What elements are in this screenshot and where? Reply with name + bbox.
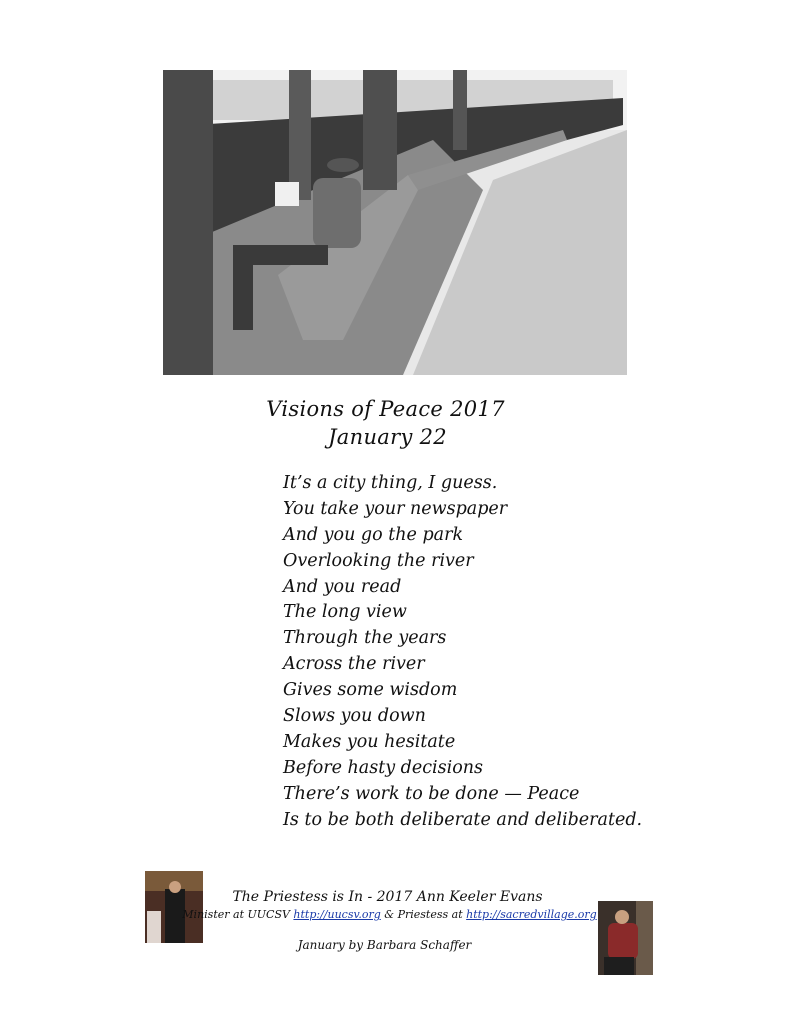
poem-line: Before hasty decisions bbox=[283, 757, 484, 778]
poem-line: Is to be both deliberate and deliberated. bbox=[283, 809, 643, 830]
page-date: January 22 bbox=[328, 425, 447, 449]
priestess-label: & Priestess at bbox=[380, 908, 467, 921]
poem-line: And you read bbox=[283, 576, 402, 597]
poem-line: There’s work to be done — Peace bbox=[283, 783, 580, 804]
photo-credit: January by Barbara Schaffer bbox=[297, 938, 472, 952]
poem-line: The long view bbox=[283, 602, 407, 623]
park-bench-photo bbox=[163, 70, 627, 375]
poem-line: Gives some wisdom bbox=[283, 680, 458, 701]
poem-line: You take your newspaper bbox=[283, 498, 508, 519]
poem bbox=[283, 471, 642, 833]
author-photo-left bbox=[145, 871, 203, 943]
poem-line: Makes you hesitate bbox=[283, 731, 456, 752]
footer-author: The Priestess is In - 2017 Ann Keeler Evans bbox=[232, 889, 543, 905]
poem-line: Through the years bbox=[283, 628, 447, 649]
poem-line: Slows you down bbox=[283, 706, 426, 727]
poem-line: And you go the park bbox=[283, 524, 464, 545]
poem-line: It’s a city thing, I guess. bbox=[283, 473, 498, 493]
poem-line: Overlooking the river bbox=[283, 550, 474, 571]
uucsv-link[interactable]: http://uucsv.org bbox=[293, 908, 381, 921]
page-title: Visions of Peace 2017 bbox=[266, 397, 505, 421]
footer-links bbox=[0, 908, 785, 921]
sacredvillage-link[interactable]: http://sacredvillage.org bbox=[466, 908, 597, 921]
minister-label: Minister at UUCSV bbox=[182, 908, 294, 921]
poem-line: Across the river bbox=[283, 654, 425, 675]
